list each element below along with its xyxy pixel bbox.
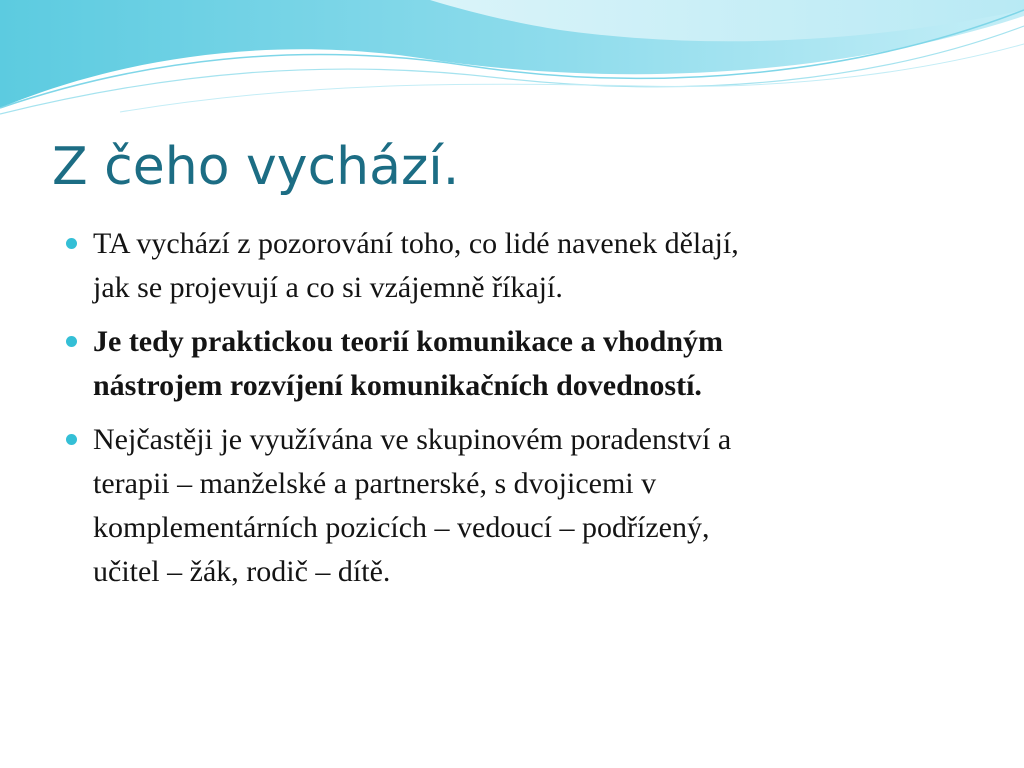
bullet-dot-icon <box>66 336 77 347</box>
bullet-dot-icon <box>66 238 77 249</box>
bullet-3-line-3: komplementárních pozicích – vedoucí – podřízený, <box>93 511 710 544</box>
bullet-item-2 <box>66 320 966 408</box>
bullet-item-1 <box>66 222 966 310</box>
bullet-3-line-1: Nejčastěji je využívána ve skupinovém poradenství a <box>93 423 732 456</box>
bullet-3-line-4: učitel – žák, rodič – dítě. <box>93 555 391 588</box>
bullet-2-line-1: Je tedy praktickou teorií komunikace a vhodným <box>93 325 724 358</box>
bullet-2-line-2: nástrojem rozvíjení komunikačních dovedností. <box>93 369 702 402</box>
bullet-item-3 <box>66 418 966 594</box>
bullet-1-line-2: jak se projevují a co si vzájemně říkají. <box>93 271 563 304</box>
bullet-list <box>66 222 966 604</box>
bullet-3-line-2: terapii – manželské a partnerské, s dvojicemi v <box>93 467 657 500</box>
header-wave-decoration <box>0 0 1024 130</box>
bullet-dot-icon <box>66 434 77 445</box>
bullet-1-line-1: TA vychází z pozorování toho, co lidé navenek dělají, <box>93 227 739 260</box>
slide-title: Z čeho vychází. <box>52 137 460 197</box>
